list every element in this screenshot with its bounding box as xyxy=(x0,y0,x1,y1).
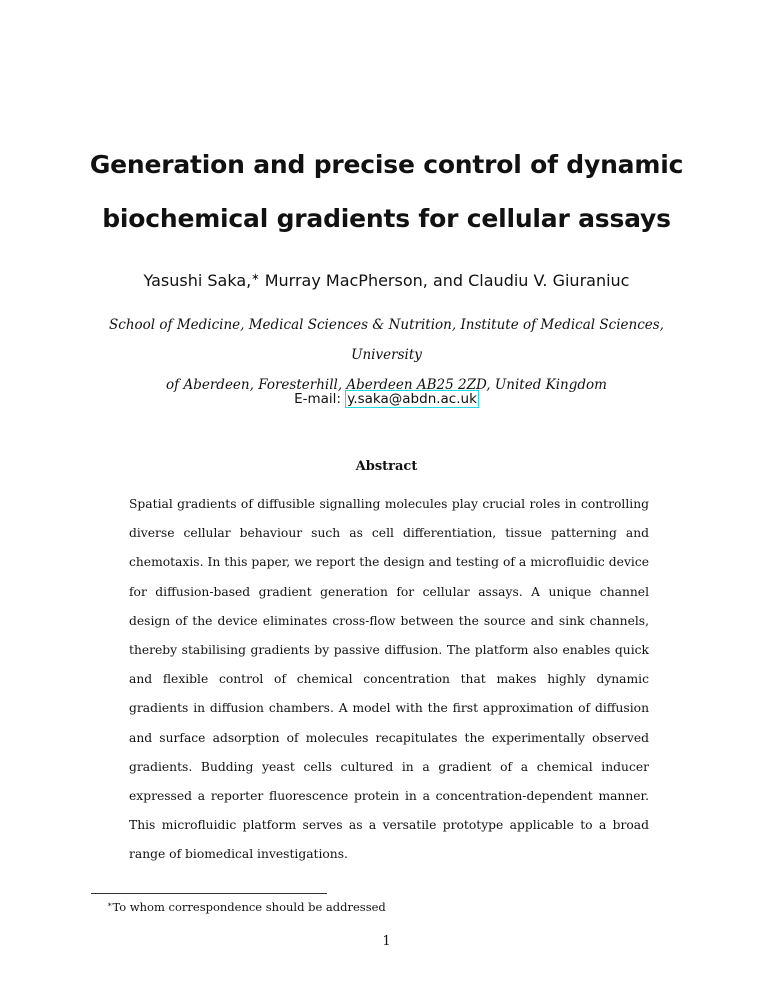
footnote xyxy=(107,897,386,915)
author-list xyxy=(0,264,773,295)
email-line xyxy=(0,386,773,412)
authors-rest: Murray MacPherson, and Claudiu V. Giuraniuc xyxy=(259,271,630,290)
footnote-text: To whom correspondence should be addressed xyxy=(112,900,386,914)
affiliation-line-2: of Aberdeen, Foresterhill, Aberdeen AB25 2ZD, United Kingdom xyxy=(166,377,607,393)
authors-first: Yasushi Saka, xyxy=(143,271,252,290)
page-number: 1 xyxy=(382,934,391,949)
footnote-mark: ∗ xyxy=(107,900,113,909)
email-link[interactable]: y.saka@abdn.ac.uk xyxy=(347,391,477,407)
paper-title xyxy=(0,138,773,246)
title-line-1: Generation and precise control of dynamic xyxy=(89,150,684,179)
affiliation-line-1: School of Medicine, Medical Sciences & Nutrition, Institute of Medical Sciences, University xyxy=(109,317,664,363)
author-footnote-mark: ∗ xyxy=(251,272,260,283)
footnote-divider xyxy=(91,893,327,894)
abstract-heading: Abstract xyxy=(355,459,418,474)
title-line-2: biochemical gradients for cellular assays xyxy=(102,204,671,233)
abstract-body: Spatial gradients of diffusible signalling molecules play crucial roles in controlling diverse cellular behaviour such as cell differentiation, tissue patterning and chemotaxis. In this paper, we report the design and testing of a microfluidic device for diffusion-based gradient generation for cellular assays. A unique channel design of the device eliminates cross-flow between the source and sink channels, thereby stabilising gradients by passive diffusion. The platform also enables quick and flexible control of chemical concentration that makes highly dynamic gradients in diffusion chambers. A model with the first approximation of diffusion and surface adsorption of molecules recapitulates the experimentally observed gradients. Budding yeast cells cultured in a gradient of a chemical inducer expressed a reporter fluorescence protein in a concentration-dependent manner. This microfluidic platform serves as a versatile prototype applicable to a broad range of biomedical investigations. xyxy=(129,497,649,862)
email-label: E-mail: xyxy=(294,391,346,407)
